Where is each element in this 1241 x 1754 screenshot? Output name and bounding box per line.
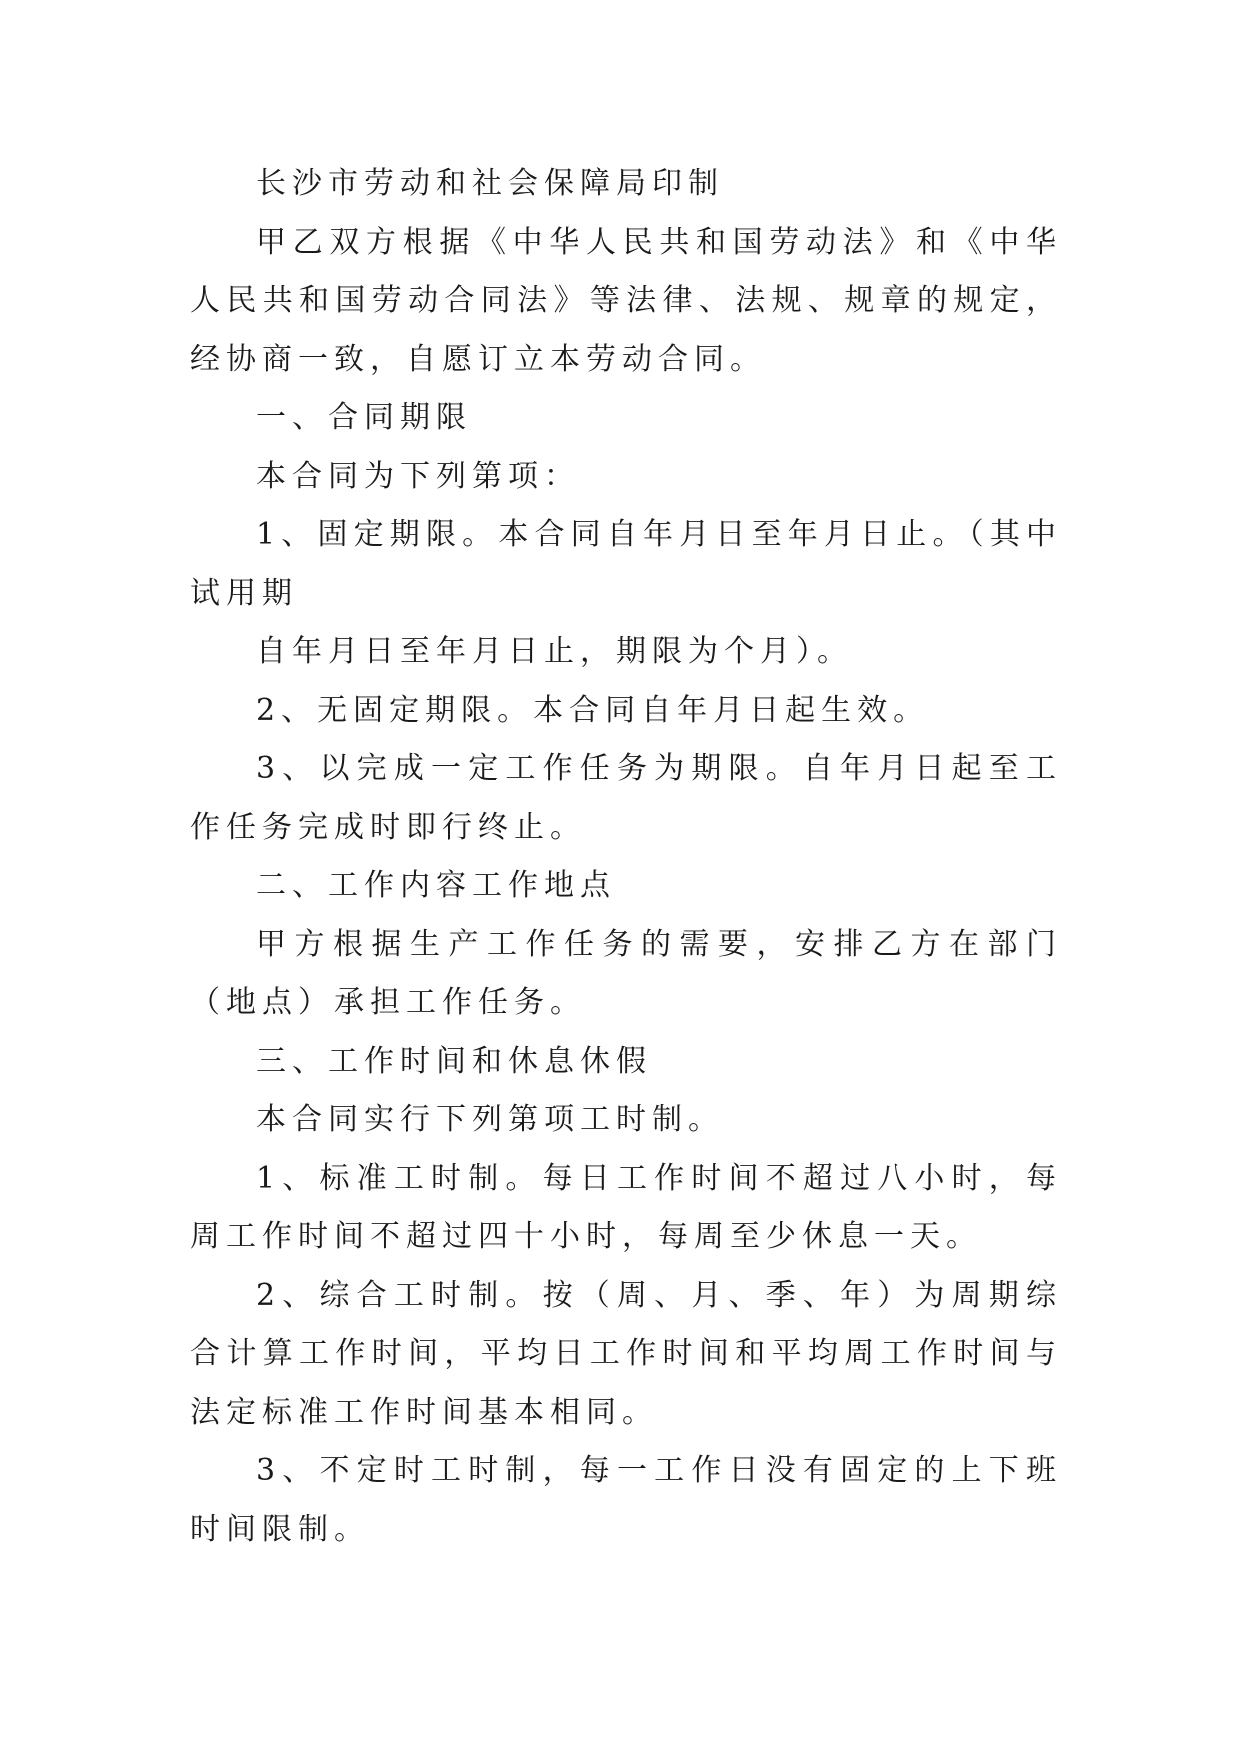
document-page	[190, 155, 1062, 1559]
contract-term-intro: 本合同为下列第项：	[256, 458, 580, 494]
preamble-paragraph: 甲乙双方根据《中华人民共和国劳动法》和《中华人民共和国劳动合同法》等法律、法规、规章的规定，经协商一致，自愿订立本劳动合同。	[190, 224, 1062, 377]
probation-period-clause: 自年月日至年月日止，期限为个月）。	[256, 634, 853, 669]
fixed-term-clause: 1、固定期限。本合同自年月日至年月日止。（其中试用期	[190, 517, 1062, 611]
work-assignment-paragraph: 甲方根据生产工作任务的需要，安排乙方在部门（地点）承担工作任务。	[190, 926, 1062, 1020]
section-heading-contract-term: 一、合同期限	[256, 400, 472, 435]
section-heading-working-hours: 三、工作时间和休息休假	[256, 1043, 652, 1079]
standard-hours-clause: 1、标准工时制。每日工作时间不超过八小时，每周工作时间不超过四十小时，每周至少休息一天。	[190, 1160, 1062, 1254]
working-hours-intro: 本合同实行下列第项工时制。	[256, 1102, 724, 1137]
comprehensive-hours-clause: 2、综合工时制。按（周、月、季、年）为周期综合计算工作时间，平均日工作时间和平均周工作时间与法定标准工作时间基本相同。	[190, 1277, 1062, 1430]
section-heading-work-content: 二、工作内容工作地点	[256, 868, 616, 903]
task-based-term-clause: 3、以完成一定工作任务为期限。自年月日起至工作任务完成时即行终止。	[190, 751, 1062, 845]
open-ended-term-clause: 2、无固定期限。本合同自年月日起生效。	[256, 692, 930, 728]
issuer-line: 长沙市劳动和社会保障局印制	[256, 166, 724, 201]
flexible-hours-clause: 3、不定时工时制，每一工作日没有固定的上下班时间限制。	[190, 1453, 1062, 1547]
